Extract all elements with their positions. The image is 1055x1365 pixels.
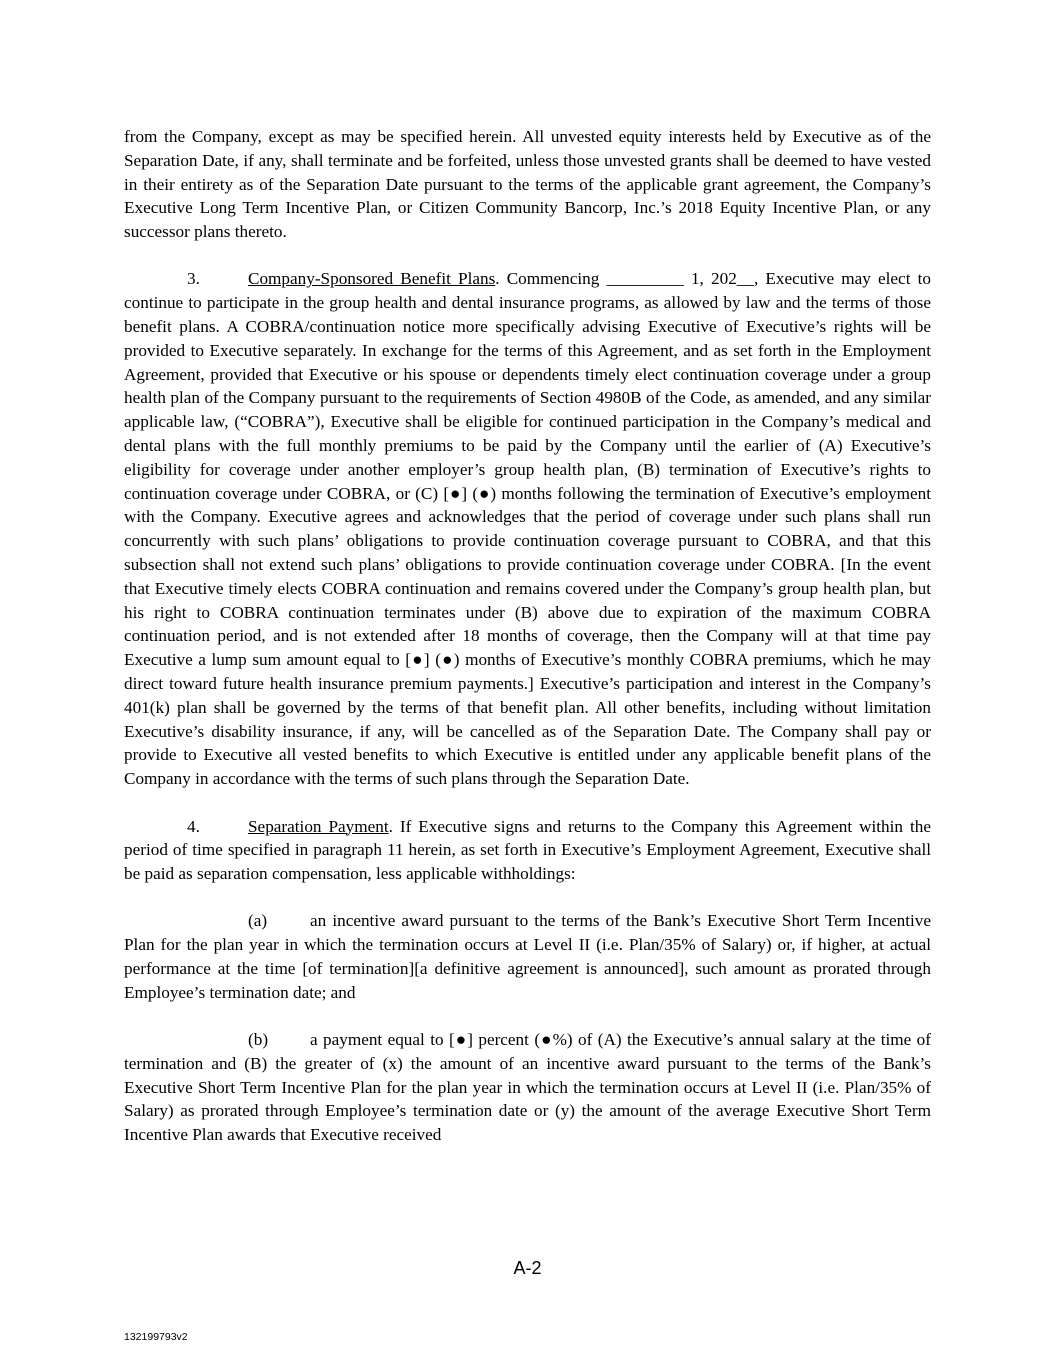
section-3-heading: Company-Sponsored Benefit Plans bbox=[248, 269, 496, 289]
paragraph-spacer bbox=[124, 791, 931, 815]
page-number: A-2 bbox=[513, 1258, 542, 1278]
item-b-paragraph bbox=[124, 1028, 931, 1147]
paragraph-spacer bbox=[124, 886, 931, 910]
document-id: 132199793v2 bbox=[124, 1331, 188, 1343]
section-4-paragraph bbox=[124, 815, 931, 886]
section-3-number: 3. bbox=[187, 269, 200, 289]
item-a-paragraph bbox=[124, 909, 931, 1004]
section-3-body: . Commencing _________ 1, 202__, Executive may elect to continue to participate in the group health and dental insurance programs, as allowed by law and the terms of those benefit plans. A COBRA/continuation notice more specifically advising Executive of Executive’s rights will be provided to Executive separately. In exchange for the terms of this Agreement, and as set forth in the Employment Agreement, provided that Executive or his spouse or dependents timely elect continuation coverage under a group health plan of the Company pursuant to the requirements of Section 4980B of the Code, as amended, and any similar applicable law, (“COBRA”), Executive shall be eligible for continued participation in the Company’s medical and dental plans with the full monthly premiums to be paid by the Company until the earlier of (A) Executive’s eligibility for coverage under another employer’s group health plan, (B) termination of Executive’s rights to continuation coverage under COBRA, or (C) [●] (●) months following the termination of Executive’s employment with the Company. Executive agrees and acknowledges that the period of coverage under such plans shall run concurrently with such plans’ obligations to provide continuation coverage pursuant to COBRA, and that this subsection shall not extend such plans’ obligations to provide continuation coverage under COBRA. [In the event that Executive timely elects COBRA continuation and remains covered under the Company’s group health plan, but his right to COBRA continuation terminates under (B) above due to expiration of the maximum COBRA continuation period, and is not extended after 18 months of coverage, then the Company will at that time pay Executive a lump sum amount equal to [●] (●) months of Executive’s monthly COBRA premiums, which he may direct toward future health insurance premium payments.] Executive’s participation and interest in the Company’s 401(k) plan shall be governed by the terms of that benefit plan. All other benefits, including without limitation Executive’s disability insurance, if any, will be cancelled as of the Separation Date. The Company shall pay or provide to Executive all vested benefits to which Executive is entitled under any applicable benefit plans of the Company in accordance with the terms of such plans through the Separation Date. bbox=[124, 269, 931, 789]
intro-paragraph: from the Company, except as may be specified herein. All unvested equity interests held by Executive as of the Separation Date, if any, shall terminate and be forfeited, unless those unvested grants shall be deemed to have vested in their entirety as of the Separation Date pursuant to the terms of the applicable grant agreement, the Company’s Executive Long Term Incentive Plan, or Citizen Community Bancorp, Inc.’s 2018 Equity Incentive Plan, or any successor plans thereto. bbox=[124, 127, 931, 242]
item-a-body: an incentive award pursuant to the terms of the Bank’s Executive Short Term Incentive Plan for the plan year in which the termination occurs at Level II (i.e. Plan/35% of Salary) or, if higher, at actual performance at the time [of termination][a definitive agreement is announced], such amount as prorated through Employee’s termination date; and bbox=[124, 911, 931, 1002]
document-page bbox=[124, 125, 931, 1147]
section-4-body: . If Executive signs and returns to the Company this Agreement within the period of time specified in paragraph 11 herein, as set forth in Executive’s Employment Agreement, Executive shall be paid as separation compensation, less applicable withholdings: bbox=[124, 816, 931, 884]
item-b-body: a payment equal to [●] percent (●%) of (A) the Executive’s annual salary at the time of termination and (B) the greater of (x) the amount of an incentive award pursuant to the terms of the Bank’s Executive Short Term Incentive Plan for the plan year in which the termination occurs at Level II (i.e. Plan/35% of Salary) as prorated through Employee’s termination date or (y) the amount of the average Executive Short Term Incentive Plan awards that Executive received bbox=[124, 1030, 931, 1145]
paragraph-spacer bbox=[124, 1005, 931, 1029]
section-3-paragraph bbox=[124, 267, 931, 791]
item-a-label: (a) bbox=[248, 911, 268, 931]
paragraph-spacer bbox=[124, 244, 931, 268]
section-4-number: 4. bbox=[187, 816, 200, 836]
section-4-heading: Separation Payment bbox=[248, 816, 389, 836]
item-b-label: (b) bbox=[248, 1030, 269, 1050]
